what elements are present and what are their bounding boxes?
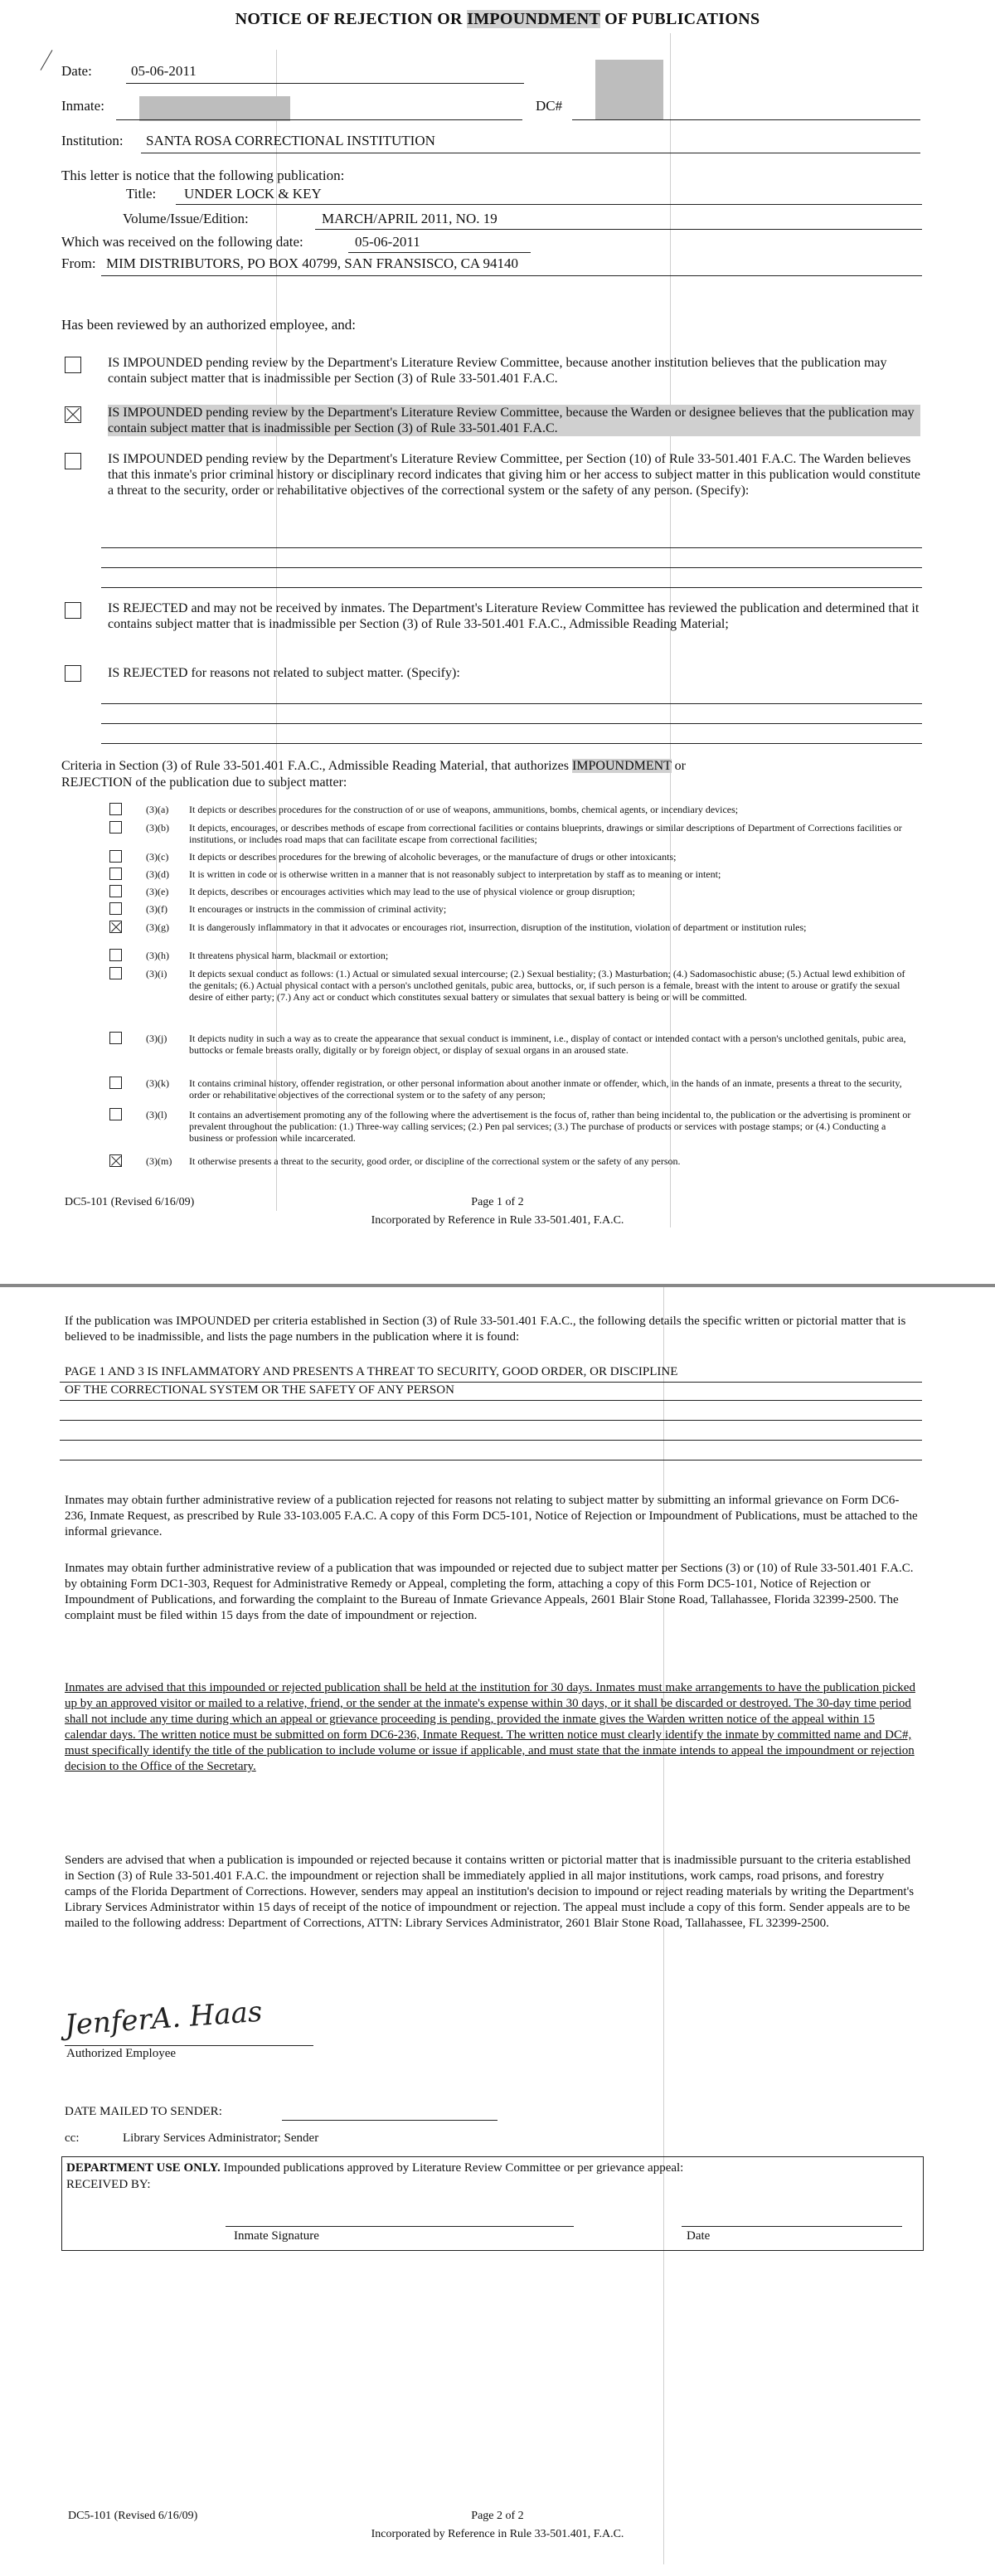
- redacted-dc-number: [595, 60, 663, 119]
- inmate-signature-label: Inmate Signature: [234, 2229, 319, 2243]
- department-use-text: DEPARTMENT USE ONLY. Impounded publications approved by Literature Review Committee or per grievance appeal:: [66, 2161, 684, 2175]
- criterion-c-checkbox[interactable]: [109, 850, 122, 863]
- received-value: 05-06-2011: [355, 234, 420, 250]
- holding-period-paragraph: Inmates are advised that this impounded or rejected publication shall be held at the institution for 30 days. Inmates must make arrangements to have the publication picked up by an approved visitor or mailed to a relative, friend, or the sender at the inmate's expense within 30 days, or it shall be discarded or destroyed. The 30-day time period shall not include any time during which an appeal or grievance proceeding is pending, provided the inmate gives the Warden written notice of the appeal within 15 calendar days. The written notice must be submitted on form DC6-236, Inmate Request. The written notice must clearly identify the inmate by committed name and DC#, must specifically identify the title of the publication to include volume or issue if applicable, and must state that the inmate intends to appeal the impoundment or rejection decision to the Office of the Secretary.: [65, 1681, 915, 1773]
- institution-label: Institution:: [61, 133, 124, 148]
- form-id: DC5-101 (Revised 6/16/09): [68, 2510, 198, 2522]
- authorized-employee-label: Authorized Employee: [66, 2047, 177, 2060]
- criterion-l-code: (3)(l): [146, 1109, 167, 1120]
- page-number: Page 2 of 2: [471, 2510, 524, 2522]
- received-by-label: RECEIVED BY:: [66, 2178, 151, 2191]
- criterion-g-text: It is dangerously inflammatory in that it advocates or encourages riot, insurrection, disruption of the institution, violation of department or institution rules;: [189, 921, 807, 933]
- volume-label: Volume/Issue/Edition:: [123, 211, 249, 226]
- option-1-text: IS IMPOUNDED pending review by the Department's Literature Review Committee, because another institution believes that the publication may contain subject matter that is inadmissible per Section (3) of Rule 33-501.401 F.A.C.: [108, 356, 887, 386]
- criterion-d-checkbox[interactable]: [109, 868, 122, 880]
- criterion-k-text: It contains criminal history, offender registration, or other personal information about another inmate or offender, which, in the hands of an inmate, presents a threat to the security, order or rehabilitative objectives of the correctional system or to the safety of any person;: [189, 1077, 902, 1101]
- criterion-h-checkbox[interactable]: [109, 949, 122, 961]
- employee-signature: JenferA. Haas: [63, 1995, 264, 2043]
- from-underline: [101, 275, 922, 276]
- page-number: Page 1 of 2: [471, 1196, 524, 1208]
- criterion-a-code: (3)(a): [146, 804, 169, 815]
- form-title: NOTICE OF REJECTION OR IMPOUNDMENT OF PUBLICATIONS: [235, 10, 760, 28]
- details-underline: [60, 1420, 922, 1421]
- criterion-e-checkbox[interactable]: [109, 885, 122, 897]
- criterion-b-text: It depicts, encourages, or describes methods of escape from correctional facilities or contains blueprints, drawings or similar descriptions of Department of Corrections facilities or institutions, or includes road maps that can facilitate escape from correctional facilities;: [189, 822, 902, 845]
- inmate-signature-line: [226, 2226, 574, 2227]
- institution-value: SANTA ROSA CORRECTIONAL INSTITUTION: [146, 133, 435, 148]
- details-underline: [60, 1460, 922, 1461]
- sender-appeal-paragraph: Senders are advised that when a publication is impounded or rejected because it contains written or pictorial matter that is inadmissible pursuant to the criteria established in Section (3) of Rule 33-501.401 F.A.C. the impoundment or rejection shall be immediately applied in all major institutions, work camps, road prisons, and forestry camps of the Florida Department of Corrections. However, senders may appeal an institution's decision to impound or reject reading materials by writing the Department's Library Services Administrator within 15 days of receipt of the notice of impoundment or rejection. The appeal must include a copy of this form. Sender appeals are to be mailed to the following address: Department of Corrections, ATTN: Library Services Administrator, 2601 Blair Stone Road, Tallahassee, FL 32399-2500.: [65, 1854, 915, 1930]
- date-underline: [126, 83, 524, 84]
- specify-line: [101, 567, 922, 568]
- specify-line: [101, 703, 922, 704]
- option-1-checkbox[interactable]: [65, 357, 81, 373]
- criterion-a-text: It depicts or describes procedures for the construction of or use of weapons, ammunitions, bombs, chemical agents, or incendiary devices;: [189, 804, 739, 815]
- criterion-a-checkbox[interactable]: [109, 803, 122, 815]
- criterion-l-text: It contains an advertisement promoting any of the following where the advertisement is the focus of, rather than being incidental to, the publication or the advertising is prominent or prevalent throughout the publication: (1.) Three-way calling services; (2.) Pen pal services; (3.) The purchase of products or services with postage stamps; or (4.) Conducting a business or profession while incarcerated.: [189, 1109, 911, 1144]
- pen-mark: [41, 50, 53, 70]
- form-page-1: [0, 0, 995, 1284]
- option-3-text: IS IMPOUNDED pending review by the Department's Literature Review Committee, per Section (10) of Rule 33-501.401 F.A.C. The Warden believes that this inmate's prior criminal history or disciplinary record indicates that giving him or her access to subject matter in this publication would constitute a threat to the security, order or rehabilitative objectives of the correctional system or the safety of any person. (Specify):: [108, 452, 920, 498]
- pub-title-label: Title:: [126, 186, 157, 202]
- criterion-c-text: It depicts or describes procedures for the brewing of alcoholic beverages, or the manufacture of drugs or other intoxicants;: [189, 851, 677, 863]
- date-value: 05-06-2011: [131, 63, 197, 79]
- details-underline: [60, 1382, 922, 1383]
- criterion-m-text: It otherwise presents a threat to the security, good order, or discipline of the correctional system or the safety of any person.: [189, 1155, 681, 1167]
- criterion-k-checkbox[interactable]: [109, 1077, 122, 1089]
- specify-line: [101, 743, 922, 744]
- date-line: [682, 2226, 902, 2227]
- administrative-remedy-paragraph: Inmates may obtain further administrative review of a publication that was impounded or rejected due to subject matter per Sections (3) or (10) of Rule 33-501.401 F.A.C. by obtaining Form DC1-303, Request for Administrative Remedy or Appeal, completing the form, attaching a copy of this Form DC5-101, Notice of Rejection or Impoundment of Publications, and forwarding the complaint to the Bureau of Inmate Grievance Appeals, 2601 Blair Stone Road, Tallahassee, Florida 32399-2500. The complaint must be filed within 15 days from the date of impoundment or rejection.: [65, 1562, 914, 1622]
- details-underline: [60, 1400, 922, 1401]
- incorporated-by-reference: Incorporated by Reference in Rule 33-501.401, F.A.C.: [371, 1214, 624, 1227]
- cc-label: cc:: [65, 2131, 80, 2145]
- criterion-b-checkbox[interactable]: [109, 821, 122, 834]
- cc-value: Library Services Administrator; Sender: [123, 2131, 319, 2145]
- pub-title-underline: [176, 204, 922, 205]
- option-5-checkbox[interactable]: [65, 665, 81, 682]
- criterion-i-code: (3)(i): [146, 968, 167, 979]
- option-2-text: IS IMPOUNDED pending review by the Department's Literature Review Committee, because the Warden or designee believes that the publication may contain subject matter that is inadmissible per Section (3) of Rule 33-501.401 F.A.C.: [108, 405, 920, 436]
- criterion-j-text: It depicts nudity in such a way as to create the appearance that sexual conduct is imminent, i.e., display of contact or intended contact with a person's unclothed genitals, pubic area, buttocks or female breasts orally, digitally or by foreign object, or display of sexual organs in an aroused state.: [189, 1033, 906, 1056]
- criterion-d-code: (3)(d): [146, 868, 169, 880]
- criteria-intro-line2: REJECTION of the publication due to subject matter:: [61, 775, 347, 790]
- criteria-intro: Criteria in Section (3) of Rule 33-501.401 F.A.C., Admissible Reading Material, that authorizes IMPOUNDMENT or: [61, 759, 686, 773]
- volume-underline: [315, 229, 922, 230]
- details-line-2: OF THE CORRECTIONAL SYSTEM OR THE SAFETY OF ANY PERSON: [65, 1383, 454, 1397]
- criterion-f-text: It encourages or instructs in the commission of criminal activity;: [189, 903, 447, 915]
- reviewed-line: Has been reviewed by an authorized employee, and:: [61, 317, 356, 333]
- criterion-g-checkbox-checked[interactable]: [109, 921, 122, 933]
- criterion-c-code: (3)(c): [146, 851, 169, 863]
- option-4-text: IS REJECTED and may not be received by inmates. The Department's Literature Review Committee has reviewed the publication and determined that it contains subject matter that is inadmissible per Section (3) of Rule 33-501.401 F.A.C., Admissible Reading Material;: [108, 601, 920, 631]
- criterion-i-text: It depicts sexual conduct as follows: (1.) Actual or simulated sexual intercourse; (2.) Sexual bestiality; (3.) Masturbation; (4.) Sadomasochistic abuse; (5.) Actual lewd exhibition of the genitals; (6.) Actual physical contact with a person's unclothed genitals, pubic area, buttocks, or, if such person is a female, breast with the intent to arouse or gratify the sexual desire of either party; (7.) Any act or conduct which constitutes sexual battery or simulates that sexual battery is being or will be committed.: [189, 968, 905, 1003]
- inmate-underline: [116, 119, 522, 120]
- details-underline: [60, 1440, 922, 1441]
- criterion-i-checkbox[interactable]: [109, 967, 122, 979]
- received-label: Which was received on the following date:: [61, 234, 303, 250]
- criterion-b-code: (3)(b): [146, 822, 169, 834]
- specify-line: [101, 547, 922, 548]
- dc-label: DC#: [536, 98, 563, 114]
- informal-grievance-paragraph: Inmates may obtain further administrative review of a publication rejected for reasons not relating to subject matter by submitting an informal grievance on Form DC6-236, Inmate Request, as prescribed by Rule 33-103.005 F.A.C. A copy of this Form DC5-101, Notice of Rejection or Impoundment of Publications, must be attached to the informal grievance.: [65, 1494, 918, 1538]
- specify-line: [101, 587, 922, 588]
- option-4-checkbox[interactable]: [65, 602, 81, 619]
- criterion-f-checkbox[interactable]: [109, 902, 122, 915]
- form-page-2: [0, 1287, 995, 2576]
- date-mailed-underline: [282, 2120, 498, 2121]
- specify-line: [101, 723, 922, 724]
- date-label: Date:: [61, 63, 92, 79]
- criterion-h-text: It threatens physical harm, blackmail or extortion;: [189, 950, 389, 961]
- criterion-k-code: (3)(k): [146, 1077, 169, 1089]
- incorporated-by-reference: Incorporated by Reference in Rule 33-501.401, F.A.C.: [371, 2528, 624, 2540]
- received-underline: [348, 252, 531, 253]
- redacted-inmate-name: [139, 96, 290, 121]
- criterion-h-code: (3)(h): [146, 950, 169, 961]
- option-5-text: IS REJECTED for reasons not related to subject matter. (Specify):: [108, 666, 460, 680]
- criterion-g-code: (3)(g): [146, 921, 169, 933]
- date-field-label: Date: [687, 2229, 711, 2243]
- criterion-l-checkbox[interactable]: [109, 1108, 122, 1120]
- criterion-f-code: (3)(f): [146, 903, 167, 915]
- criterion-d-text: It is written in code or is otherwise written in a manner that is not reasonably subject to interpretation by staff as to meaning or intent;: [189, 868, 721, 880]
- from-label: From:: [61, 255, 96, 271]
- impounded-details-intro: If the publication was IMPOUNDED per criteria established in Section (3) of Rule 33-501.401 F.A.C., the following details the specific written or pictorial matter that is believed to be inadmissible, and lists the page numbers in the publication where it is found:: [65, 1315, 906, 1344]
- criterion-m-code: (3)(m): [146, 1155, 172, 1167]
- criterion-e-text: It depicts, describes or encourages activities which may lead to the use of physical violence or group disruption;: [189, 886, 635, 897]
- form-id: DC5-101 (Revised 6/16/09): [65, 1196, 195, 1208]
- criterion-m-checkbox-checked[interactable]: [109, 1154, 122, 1167]
- notice-line: This letter is notice that the following publication:: [61, 168, 345, 183]
- dc-underline: [572, 119, 920, 120]
- inmate-label: Inmate:: [61, 98, 104, 114]
- option-2-checkbox-checked[interactable]: [65, 406, 81, 423]
- date-mailed-label: DATE MAILED TO SENDER:: [65, 2105, 222, 2118]
- criterion-e-code: (3)(e): [146, 886, 169, 897]
- volume-value: MARCH/APRIL 2011, NO. 19: [322, 211, 498, 226]
- details-line-1: PAGE 1 AND 3 IS INFLAMMATORY AND PRESENTS A THREAT TO SECURITY, GOOD ORDER, OR DISCIPLINE: [65, 1365, 678, 1378]
- signature-line: [65, 2045, 313, 2046]
- criterion-j-checkbox[interactable]: [109, 1032, 122, 1044]
- option-3-checkbox[interactable]: [65, 453, 81, 469]
- from-value: MIM DISTRIBUTORS, PO BOX 40799, SAN FRANSISCO, CA 94140: [106, 255, 519, 271]
- criterion-j-code: (3)(j): [146, 1033, 167, 1044]
- pub-title-value: UNDER LOCK & KEY: [184, 186, 322, 202]
